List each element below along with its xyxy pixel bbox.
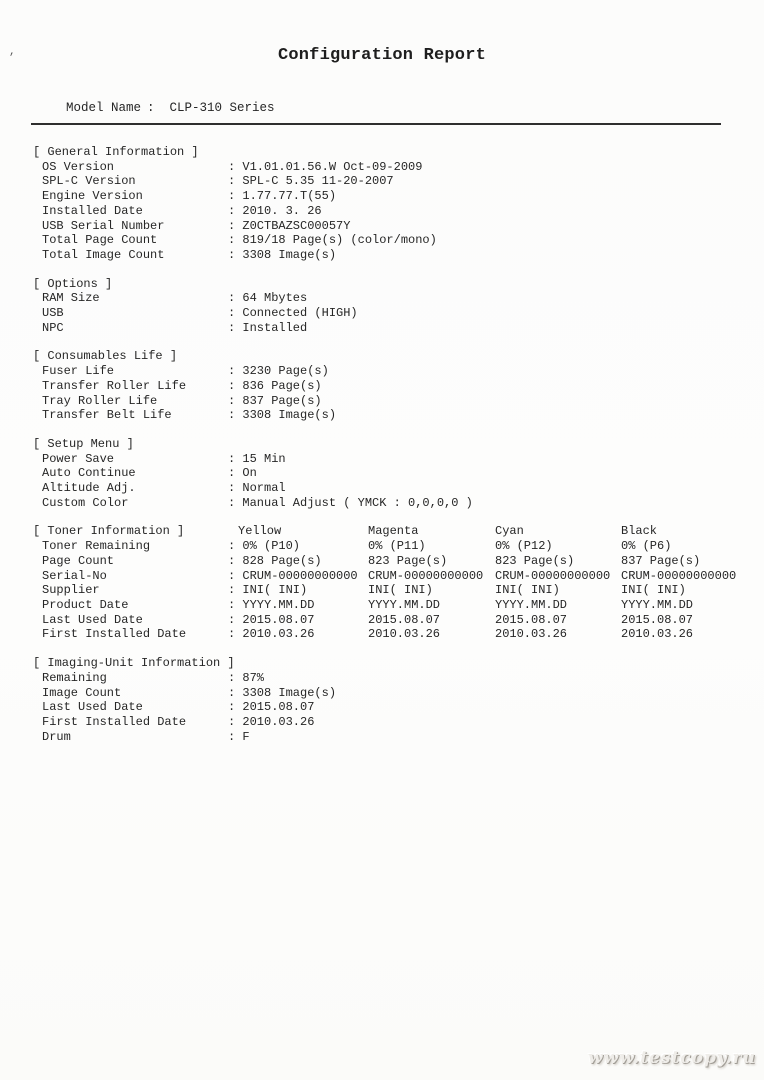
row-label: NPC: [42, 320, 64, 335]
report-row: [33, 219, 755, 234]
report-row: [33, 408, 755, 423]
toner-row: [33, 598, 755, 613]
row-label: First Installed Date: [42, 627, 187, 642]
row-value: : Connected (HIGH): [228, 306, 358, 321]
row-label: Total Page Count: [42, 233, 158, 248]
row-label: Last Used Date: [42, 700, 143, 715]
row-label: SPL-C Version: [42, 174, 136, 189]
row-label: Toner Remaining: [42, 539, 151, 554]
toner-value: YYYY.MM.DD: [368, 597, 441, 612]
row-value: : On: [228, 466, 257, 481]
model-name-label: Model Name: [66, 101, 142, 115]
row-value: : SPL-C 5.35 11-20-2007: [228, 174, 394, 189]
row-value: : V1.01.01.56.W Oct-09-2009: [228, 159, 423, 174]
toner-value: 0% (P12): [495, 539, 553, 554]
section-header: [ Consumables Life ]: [33, 349, 178, 364]
report-sections: [33, 145, 755, 758]
report-row: [33, 189, 755, 204]
toner-header-row: [33, 524, 755, 539]
row-label: Image Count: [42, 685, 122, 700]
row-label: First Installed Date: [42, 714, 187, 729]
section-imaging-unit-information: [33, 656, 755, 744]
row-label: Custom Color: [42, 495, 129, 510]
row-label: Fuser Life: [42, 364, 115, 379]
toner-value: : 2015.08.07: [228, 612, 315, 627]
report-row: [33, 730, 755, 745]
toner-row: [33, 583, 755, 598]
toner-value: 2010.03.26: [368, 627, 441, 642]
toner-column-header: Magenta: [368, 524, 419, 539]
row-label: Transfer Belt Life: [42, 408, 172, 423]
toner-row: [33, 613, 755, 628]
toner-value: YYYY.MM.DD: [495, 597, 568, 612]
watermark-text: www.testcopy.ru: [588, 1048, 756, 1068]
divider-rule: [31, 123, 721, 125]
report-row: [33, 204, 755, 219]
section-header: [ Toner Information ]: [33, 524, 185, 539]
row-label: USB Serial Number: [42, 218, 165, 233]
toner-value: 0% (P11): [368, 539, 426, 554]
model-name-value: : CLP-310 Series: [147, 101, 275, 115]
report-row: [33, 291, 755, 306]
toner-value: INI( INI): [621, 583, 686, 598]
row-value: : 3308 Image(s): [228, 685, 337, 700]
report-row: [33, 452, 755, 467]
toner-value: CRUM-00000000000: [495, 568, 611, 583]
section-header: [ General Information ]: [33, 145, 199, 159]
row-value: : 2010.03.26: [228, 714, 315, 729]
row-label: Transfer Roller Life: [42, 378, 187, 393]
toner-value: CRUM-00000000000: [368, 568, 484, 583]
row-value: : Manual Adjust ( YMCK : 0,0,0,0 ): [228, 495, 473, 510]
row-label: Engine Version: [42, 189, 143, 204]
section-header: [ Setup Menu ]: [33, 436, 134, 451]
report-row: [33, 321, 755, 336]
toner-value: 2015.08.07: [368, 612, 441, 627]
report-row: [33, 466, 755, 481]
row-label: Remaining: [42, 670, 107, 685]
row-label: Tray Roller Life: [42, 393, 158, 408]
toner-value: CRUM-00000000000: [621, 568, 737, 583]
toner-value: 2010.03.26: [495, 627, 568, 642]
row-value: : Installed: [228, 320, 308, 335]
toner-column-header: Yellow: [238, 524, 282, 539]
section-header: [ Options ]: [33, 276, 113, 291]
row-value: : 819/18 Page(s) (color/mono): [228, 233, 437, 248]
row-value: : 2015.08.07: [228, 700, 315, 715]
scan-artifact-mark: ,: [9, 46, 16, 58]
row-value: : F: [228, 729, 250, 744]
row-label: RAM Size: [42, 291, 100, 306]
row-label: Drum: [42, 729, 71, 744]
toner-value: YYYY.MM.DD: [621, 597, 694, 612]
report-row: [33, 174, 755, 189]
toner-row: [33, 569, 755, 584]
toner-row: [33, 539, 755, 554]
report-row: [33, 700, 755, 715]
row-label: Total Image Count: [42, 247, 165, 262]
row-label: Power Save: [42, 451, 115, 466]
section-toner-information: [33, 524, 755, 642]
row-value: : Normal: [228, 481, 286, 496]
toner-value: INI( INI): [495, 583, 560, 598]
toner-value: 2010.03.26: [621, 627, 694, 642]
report-row: [33, 364, 755, 379]
section-general-information: [33, 145, 755, 263]
section-consumables-life: [33, 349, 755, 423]
toner-value: INI( INI): [368, 583, 433, 598]
toner-column-header: Cyan: [495, 524, 524, 539]
toner-row: [33, 554, 755, 569]
row-label: USB: [42, 306, 64, 321]
toner-value: : INI( INI): [228, 583, 308, 598]
toner-value: 823 Page(s): [495, 553, 575, 568]
report-row: [33, 715, 755, 730]
report-row: [33, 248, 755, 263]
section-options: [33, 277, 755, 336]
report-row: [33, 686, 755, 701]
row-value: : 3308 Image(s): [228, 408, 337, 423]
section-header: [ Imaging-Unit Information ]: [33, 656, 235, 671]
report-row: [33, 379, 755, 394]
report-row: [33, 671, 755, 686]
row-value: : 837 Page(s): [228, 393, 322, 408]
row-value: : 2010. 3. 26: [228, 203, 322, 218]
toner-value: : 828 Page(s): [228, 553, 322, 568]
toner-value: : YYYY.MM.DD: [228, 597, 315, 612]
row-value: : 64 Mbytes: [228, 291, 308, 306]
report-title: Configuration Report: [277, 46, 487, 65]
toner-value: 0% (P6): [621, 539, 672, 554]
toner-value: 2015.08.07: [495, 612, 568, 627]
row-value: : 15 Min: [228, 451, 286, 466]
row-label: Last Used Date: [42, 612, 143, 627]
report-row: [33, 394, 755, 409]
toner-row: [33, 627, 755, 642]
row-value: : 87%: [228, 670, 265, 685]
toner-value: : 2010.03.26: [228, 627, 315, 642]
row-label: OS Version: [42, 159, 115, 174]
report-row: [33, 160, 755, 175]
row-label: Page Count: [42, 553, 115, 568]
toner-value: : 0% (P10): [228, 539, 301, 554]
section-setup-menu: [33, 437, 755, 511]
toner-value: 837 Page(s): [621, 553, 701, 568]
toner-column-header: Black: [621, 524, 658, 539]
report-row: [33, 481, 755, 496]
toner-value: 823 Page(s): [368, 553, 448, 568]
row-label: Serial-No: [42, 568, 107, 583]
toner-value: 2015.08.07: [621, 612, 694, 627]
row-label: Altitude Adj.: [42, 481, 136, 496]
row-value: : 836 Page(s): [228, 378, 322, 393]
row-label: Product Date: [42, 597, 129, 612]
report-row: [33, 306, 755, 321]
row-value: : 3308 Image(s): [228, 247, 337, 262]
row-label: Supplier: [42, 583, 100, 598]
report-row: [33, 496, 755, 511]
row-label: Installed Date: [42, 203, 143, 218]
row-value: : Z0CTBAZSC00057Y: [228, 218, 351, 233]
report-row: [33, 233, 755, 248]
row-label: Auto Continue: [42, 466, 136, 481]
row-value: : 3230 Page(s): [228, 364, 329, 379]
row-value: : 1.77.77.T(55): [228, 189, 337, 204]
toner-value: : CRUM-00000000000: [228, 568, 358, 583]
